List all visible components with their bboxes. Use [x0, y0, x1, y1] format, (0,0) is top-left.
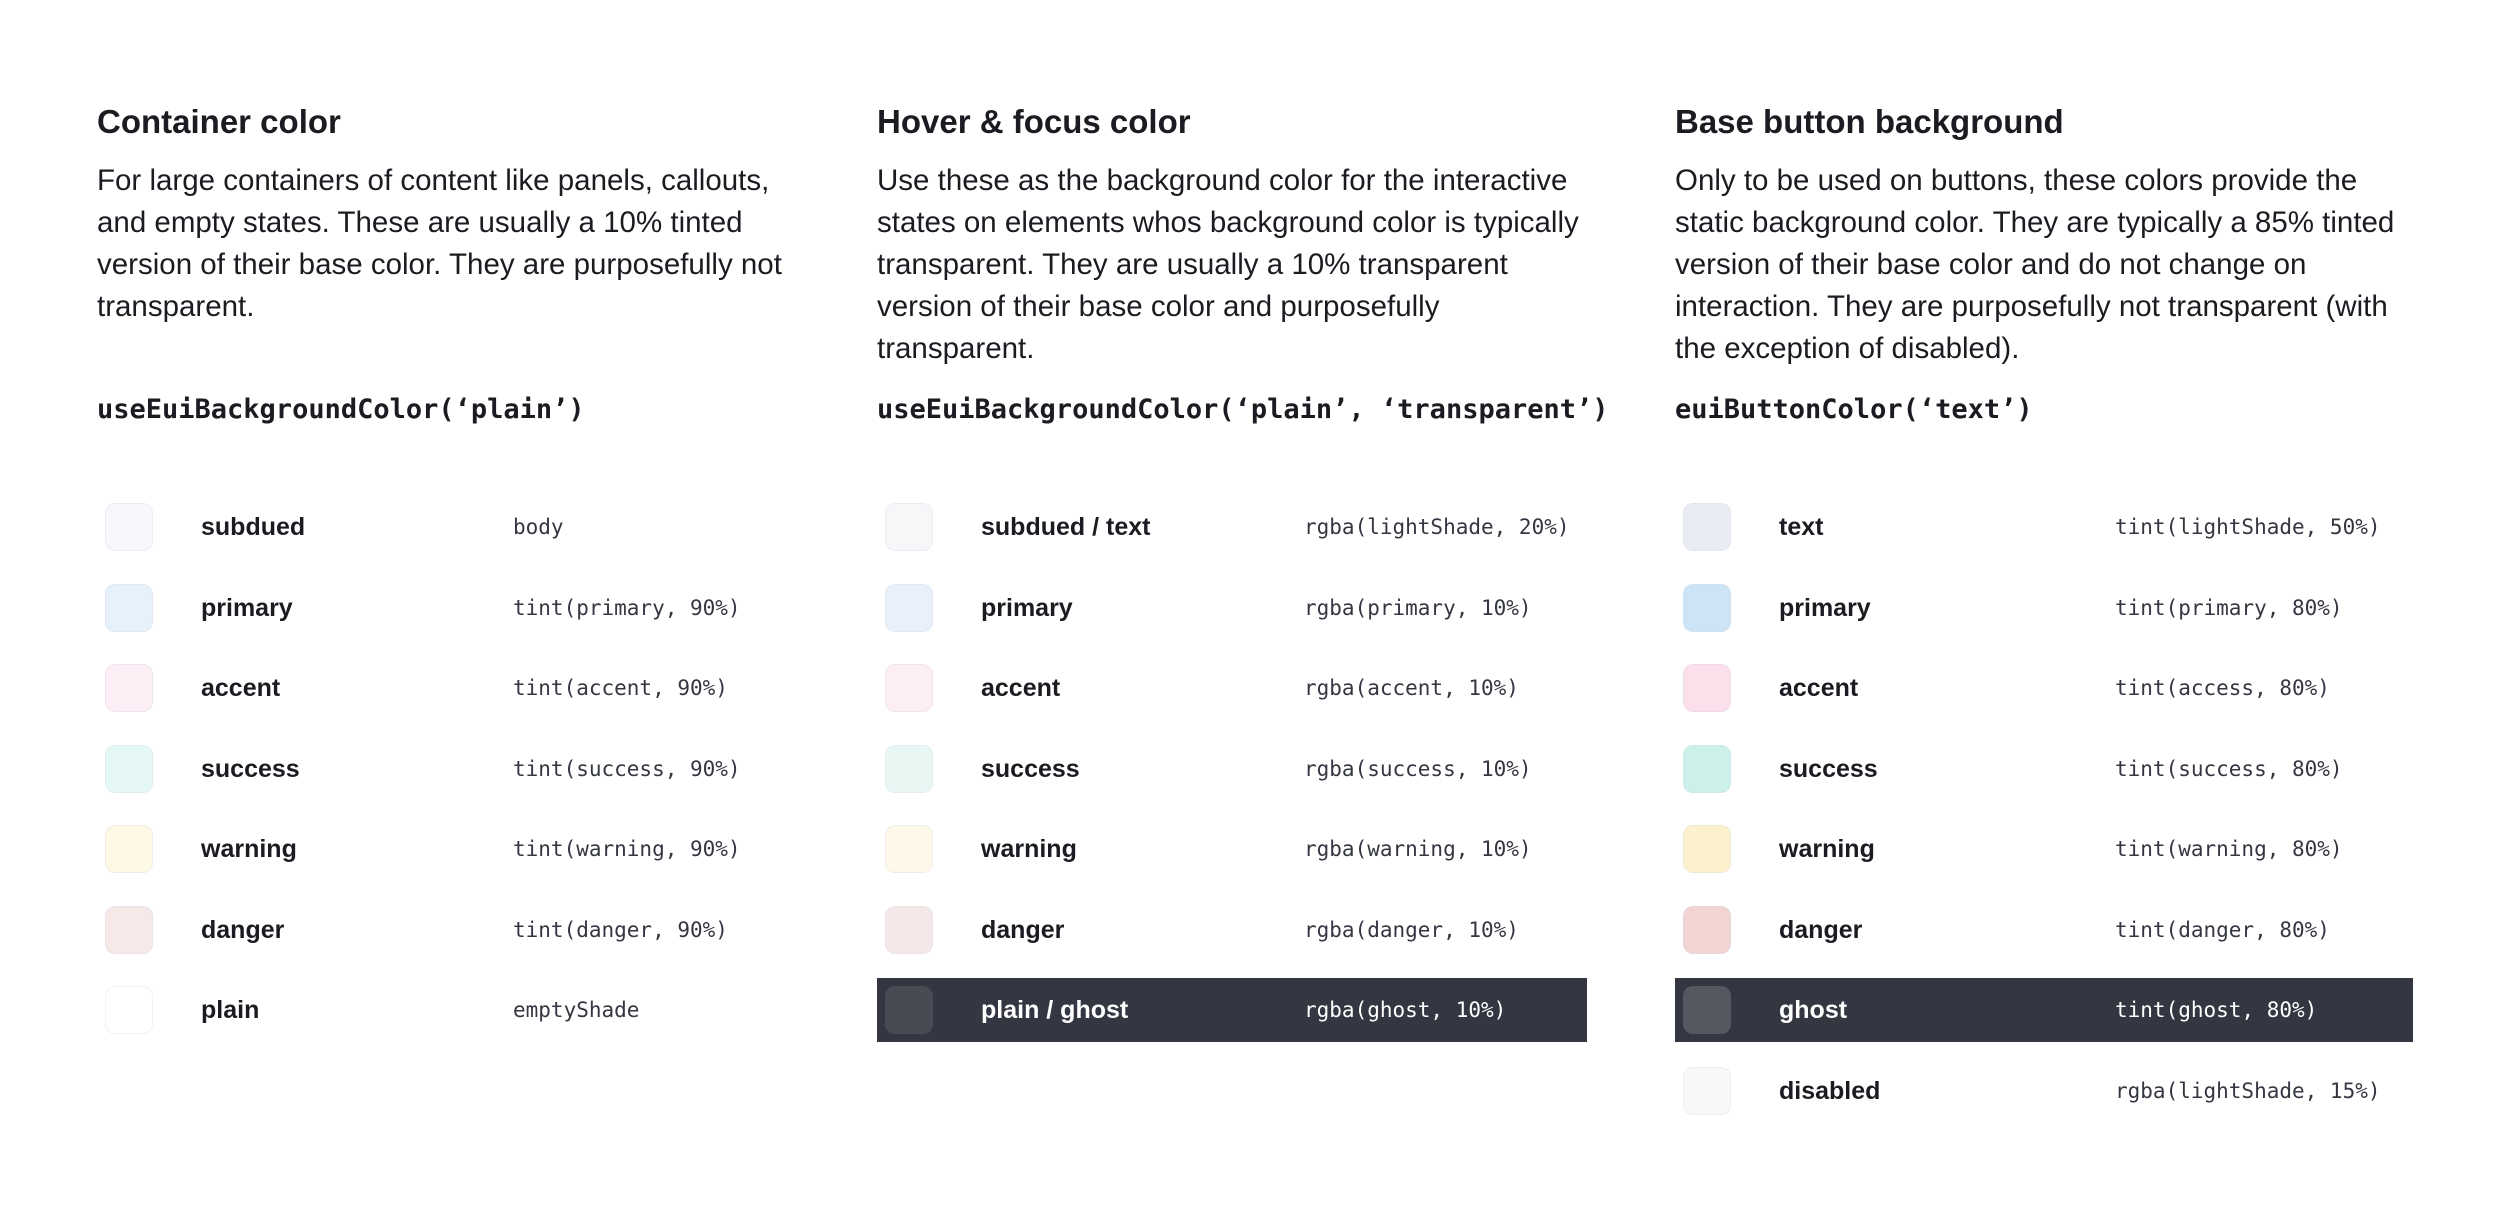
color-swatch: [885, 745, 933, 793]
swatch-row-primary: [97, 576, 807, 640]
swatch-value: rgba(primary, 10%): [1304, 595, 1532, 620]
color-swatch: [105, 906, 153, 954]
column-title: Container color: [97, 103, 341, 140]
swatch-value: rgba(lightShade, 15%): [2115, 1078, 2381, 1103]
swatch-name: primary: [201, 593, 293, 622]
swatch-value: tint(success, 90%): [513, 756, 741, 781]
swatch-value: tint(warning, 90%): [513, 837, 741, 861]
swatch-list: [1675, 495, 2413, 1139]
column-title: Hover & focus color: [877, 103, 1191, 140]
column-description: Use these as the background color for the interactive states on elements whos background color is typically transparent. They are usually a 10% transparent version of their base color and purposefully transparent.: [877, 164, 1579, 365]
color-swatch: [885, 986, 933, 1034]
column-description: Only to be used on buttons, these colors provide the static background color. They are typically a 85% tinted version of their base color and do not change on interaction. They are purposefully not transparent (with the exception of disabled).: [1675, 164, 2395, 365]
swatch-name: subdued: [201, 513, 306, 541]
swatch-name: success: [1779, 754, 1878, 783]
color-swatch: [1683, 1067, 1731, 1115]
swatch-value: emptyShade: [513, 998, 640, 1022]
color-swatch: [105, 825, 153, 873]
color-swatch: [1683, 825, 1731, 873]
swatch-value: rgba(warning, 10%): [1304, 837, 1532, 861]
color-swatch: [105, 745, 153, 793]
color-swatch: [1683, 986, 1731, 1034]
color-swatch: [1683, 664, 1731, 712]
color-swatch: [1683, 503, 1731, 551]
code-snippet: useEuiBackgroundColor(‘plain’, ‘transparent’): [877, 394, 1609, 425]
swatch-name: warning: [981, 835, 1077, 863]
swatch-value: rgba(lightShade, 20%): [1304, 515, 1570, 539]
color-swatch: [105, 584, 153, 632]
column-title: Base button background: [1675, 103, 2064, 140]
swatch-row-accent: [97, 656, 807, 720]
swatch-value: tint(access, 80%): [2115, 676, 2330, 700]
swatch-value: tint(success, 80%): [2115, 756, 2343, 781]
swatch-row-text: [1675, 495, 2413, 559]
swatch-row-danger: [1675, 898, 2413, 962]
swatch-value: tint(lightShade, 50%): [2115, 515, 2381, 539]
swatch-name: success: [201, 754, 300, 783]
swatch-value: tint(warning, 80%): [2115, 837, 2343, 861]
swatch-row-plain-ghost: [877, 978, 1587, 1042]
swatch-row-success: [877, 737, 1587, 801]
color-swatch: [105, 503, 153, 551]
swatch-row-accent: [877, 656, 1587, 720]
swatch-row-primary: [1675, 576, 2413, 640]
color-swatch: [885, 906, 933, 954]
color-swatch: [1683, 745, 1731, 793]
swatch-row-disabled: [1675, 1059, 2413, 1123]
swatch-name: plain: [201, 996, 260, 1024]
code-snippet: euiButtonColor(‘text’): [1675, 394, 2033, 425]
swatch-row-plain: [97, 978, 807, 1042]
swatch-value: tint(danger, 90%): [513, 917, 728, 942]
swatch-row-danger: [97, 898, 807, 962]
swatch-list: [97, 495, 807, 1059]
color-swatch: [885, 584, 933, 632]
swatch-value: rgba(success, 10%): [1304, 756, 1532, 781]
color-swatch: [885, 503, 933, 551]
swatch-row-subdued-text: [877, 495, 1587, 559]
swatch-name: warning: [1779, 835, 1875, 863]
swatch-name: danger: [1779, 915, 1863, 944]
color-swatch: [105, 664, 153, 712]
column-base-button-background: [1675, 100, 2413, 1105]
swatch-name: accent: [981, 674, 1061, 702]
swatch-name: primary: [1779, 593, 1871, 622]
swatch-name: warning: [201, 835, 297, 863]
column-container-color: [97, 100, 807, 1024]
swatch-name: danger: [981, 915, 1065, 944]
swatch-value: rgba(danger, 10%): [1304, 917, 1519, 942]
swatch-list: [877, 495, 1587, 1059]
swatch-value: rgba(ghost, 10%): [1304, 998, 1507, 1022]
swatch-row-subdued: [97, 495, 807, 559]
swatch-value: body: [513, 515, 564, 539]
swatch-row-danger: [877, 898, 1587, 962]
swatch-row-success: [1675, 737, 2413, 801]
swatch-value: tint(ghost, 80%): [2115, 998, 2318, 1022]
swatch-name: text: [1779, 513, 1824, 541]
swatch-value: tint(primary, 80%): [2115, 595, 2343, 620]
swatch-value: tint(danger, 80%): [2115, 917, 2330, 942]
swatch-name: subdued / text: [981, 513, 1151, 541]
column-description: For large containers of content like panels, callouts, and empty states. These are usually a 10% tinted version of their base color. They are purposefully not transparent.: [97, 164, 782, 323]
color-swatch: [1683, 584, 1731, 632]
color-swatch: [105, 986, 153, 1034]
swatch-name: primary: [981, 593, 1073, 622]
color-swatch: [1683, 906, 1731, 954]
color-swatch: [885, 825, 933, 873]
swatch-name: plain / ghost: [981, 996, 1129, 1024]
swatch-value: rgba(accent, 10%): [1304, 676, 1519, 700]
swatch-value: tint(primary, 90%): [513, 595, 741, 620]
swatch-row-ghost: [1675, 978, 2413, 1042]
swatch-row-primary: [877, 576, 1587, 640]
swatch-row-accent: [1675, 656, 2413, 720]
swatch-value: tint(accent, 90%): [513, 676, 728, 700]
swatch-name: ghost: [1779, 996, 1848, 1024]
column-hover-focus-color: [877, 100, 1609, 1024]
swatch-name: accent: [1779, 674, 1859, 702]
swatch-name: danger: [201, 915, 285, 944]
swatch-name: accent: [201, 674, 281, 702]
color-swatch: [885, 664, 933, 712]
swatch-row-success: [97, 737, 807, 801]
swatch-row-warning: [97, 817, 807, 881]
swatch-row-warning: [877, 817, 1587, 881]
code-snippet: useEuiBackgroundColor(‘plain’): [97, 394, 585, 425]
swatch-name: disabled: [1779, 1076, 1881, 1105]
swatch-row-warning: [1675, 817, 2413, 881]
swatch-name: success: [981, 754, 1080, 783]
